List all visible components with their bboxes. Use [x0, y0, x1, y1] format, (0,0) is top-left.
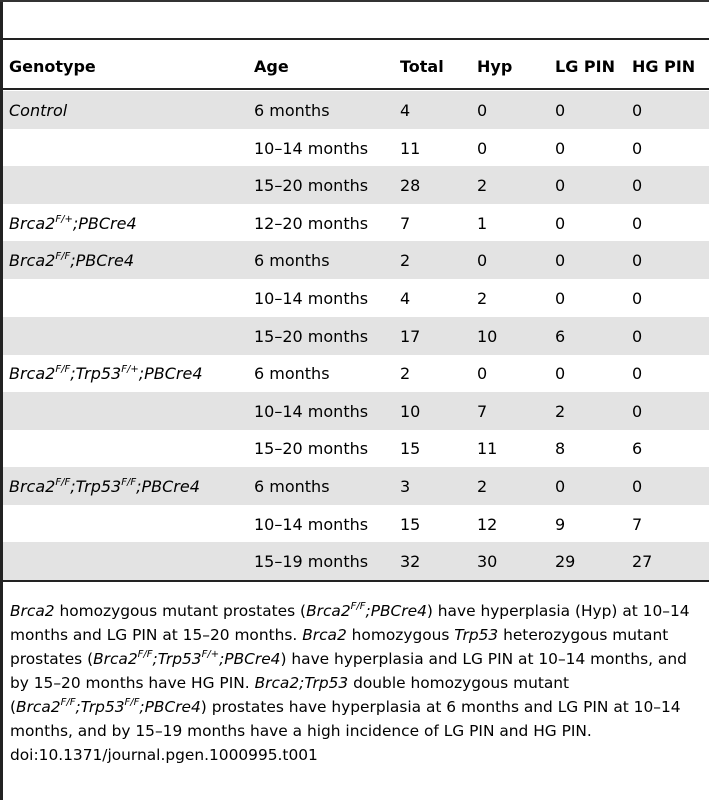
footnote-text-run: homozygous — [346, 626, 455, 644]
cell-age: 15–20 months — [254, 439, 369, 459]
cell-total: 11 — [400, 138, 421, 158]
cell-total: 28 — [400, 176, 421, 196]
table-row — [3, 392, 709, 430]
genotype-superscript: F/F — [55, 251, 71, 263]
cell-hg-pin: 27 — [632, 552, 653, 572]
footnote-text-run: double homozygous mutant ( — [10, 674, 570, 716]
footnote-italic: ;Trp53 — [152, 650, 202, 668]
genotype-text: Brca2 — [9, 213, 56, 233]
footnote-italic: ;PBCre4 — [139, 698, 201, 716]
cell-total: 2 — [400, 251, 411, 271]
cell-hg-pin: 0 — [632, 477, 643, 496]
cell-hg-pin: 0 — [632, 289, 643, 308]
cell-lg-pin: 8 — [555, 439, 566, 459]
footnote-text-run: ) prostates have hyperplasia at 6 months and LG PIN at 10–14 months, and by 15–19 months have a high incidence of LG PIN and HG PIN. — [10, 698, 681, 740]
cell-lg-pin: 0 — [555, 138, 566, 158]
table-row — [3, 317, 709, 355]
cell-hyp: 1 — [477, 213, 488, 233]
cell-genotype — [9, 476, 200, 498]
table-row — [3, 429, 709, 467]
genotype-text: Control — [9, 101, 68, 120]
cell-lg-pin: 2 — [555, 401, 566, 421]
cell-age: 6 months — [254, 251, 330, 271]
genotype-text: Brca2 — [9, 364, 56, 384]
cell-age: 6 months — [254, 477, 330, 496]
footnote-text-run: ) have hyperplasia and LG PIN at 10–14 months, and by 15–20 months have HG PIN. — [10, 650, 687, 692]
cell-lg-pin: 0 — [555, 101, 566, 120]
genotype-superscript: F/F — [55, 364, 71, 376]
cell-total: 15 — [400, 439, 421, 459]
header-age: Age — [254, 57, 289, 76]
table-row — [3, 204, 709, 242]
table-row — [3, 279, 709, 317]
cell-age: 10–14 months — [254, 401, 369, 421]
header-bottom-rule — [3, 88, 709, 90]
table-row — [3, 467, 709, 505]
table-row — [3, 505, 709, 543]
cell-hg-pin: 0 — [632, 251, 643, 271]
cell-age: 12–20 months — [254, 213, 369, 233]
cell-genotype — [9, 363, 203, 385]
table-top-rule — [3, 38, 709, 40]
cell-hyp: 11 — [477, 439, 498, 459]
cell-lg-pin: 6 — [555, 326, 566, 346]
cell-lg-pin: 0 — [555, 364, 566, 384]
cell-total: 10 — [400, 401, 421, 421]
cell-genotype — [9, 100, 67, 122]
header-hg-pin: HG PIN — [632, 57, 696, 76]
table-footnote — [10, 599, 709, 767]
table-row — [3, 542, 709, 580]
cell-age: 6 months — [254, 101, 330, 120]
header-hyp: Hyp — [477, 57, 513, 76]
cell-hg-pin: 0 — [632, 138, 643, 158]
cell-genotype — [9, 213, 137, 235]
footnote-doi: doi:10.1371/journal.pgen.1000995.t001 — [10, 746, 318, 764]
footnote-italic: Brca2 — [93, 650, 138, 668]
cell-total: 3 — [400, 477, 411, 496]
cell-hg-pin: 0 — [632, 101, 643, 120]
genotype-text: ;Trp53 — [70, 364, 122, 384]
footnote-italic: Brca2 — [302, 626, 347, 644]
cell-total: 4 — [400, 289, 411, 308]
cell-hyp: 10 — [477, 326, 498, 346]
footnote-superscript: F/+ — [201, 649, 220, 660]
cell-total: 2 — [400, 364, 411, 384]
cell-hyp: 0 — [477, 138, 488, 158]
table-bottom-rule — [3, 580, 709, 582]
cell-hyp: 0 — [477, 101, 488, 120]
cell-age: 15–20 months — [254, 176, 369, 196]
cell-lg-pin: 0 — [555, 251, 566, 271]
cell-lg-pin: 9 — [555, 514, 566, 534]
genotype-text: ;PBCre4 — [138, 364, 203, 384]
footnote-italic: ;PBCre4 — [365, 602, 427, 620]
header-genotype: Genotype — [9, 57, 96, 76]
footnote-superscript: F/F — [350, 601, 366, 612]
cell-lg-pin: 0 — [555, 289, 566, 308]
genotype-text: ;Trp53 — [70, 477, 122, 496]
footnote-italic: ;Trp53 — [75, 698, 125, 716]
footnote-superscript: F/F — [60, 697, 76, 708]
genotype-superscript: F/+ — [55, 213, 73, 225]
genotype-text: Brca2 — [9, 251, 56, 271]
cell-lg-pin: 29 — [555, 552, 576, 572]
genotype-text: ;PBCre4 — [72, 213, 137, 233]
cell-hg-pin: 0 — [632, 364, 643, 384]
table-row — [3, 241, 709, 279]
genotype-superscript: F/F — [55, 477, 71, 488]
footnote-italic: ;PBCre4 — [219, 650, 281, 668]
cell-hg-pin: 0 — [632, 176, 643, 196]
cell-total: 7 — [400, 213, 411, 233]
footnote-italic: Brca2 — [16, 698, 61, 716]
cell-age: 6 months — [254, 364, 330, 384]
footnote-text — [10, 599, 709, 743]
footnote-superscript: F/F — [137, 649, 153, 660]
cell-hg-pin: 7 — [632, 514, 643, 534]
footnote-italic: Trp53 — [454, 626, 499, 644]
cell-age: 15–19 months — [254, 552, 369, 572]
header-lg-pin: LG PIN — [555, 57, 615, 76]
footnote-text-run: heterozygous mutant prostates ( — [10, 626, 669, 668]
cell-age: 10–14 months — [254, 138, 369, 158]
cell-total: 32 — [400, 552, 421, 572]
cell-lg-pin: 0 — [555, 176, 566, 196]
cell-hg-pin: 0 — [632, 401, 643, 421]
table-row — [3, 166, 709, 204]
cell-hyp: 2 — [477, 289, 488, 308]
footnote-italic: Brca2 — [10, 602, 55, 620]
cell-hyp: 30 — [477, 552, 498, 572]
table-row — [3, 129, 709, 167]
cell-age: 15–20 months — [254, 326, 369, 346]
cell-total: 15 — [400, 514, 421, 534]
footnote-superscript: F/F — [124, 697, 140, 708]
genotype-superscript: F/+ — [121, 364, 139, 376]
footnote-text-run: homozygous mutant prostates ( — [54, 602, 307, 620]
cell-hyp: 12 — [477, 514, 498, 534]
cell-total: 4 — [400, 101, 411, 120]
cell-genotype — [9, 250, 134, 272]
footnote-italic: Brca2 — [306, 602, 351, 620]
genotype-text: Brca2 — [9, 477, 56, 496]
table-row — [3, 354, 709, 392]
top-border — [0, 0, 709, 2]
cell-hyp: 0 — [477, 364, 488, 384]
table-row — [3, 91, 709, 129]
cell-hyp: 7 — [477, 401, 488, 421]
cell-hg-pin: 0 — [632, 326, 643, 346]
cell-hyp: 2 — [477, 477, 488, 496]
footnote-italic: Brca2;Trp53 — [254, 674, 349, 692]
cell-hg-pin: 0 — [632, 213, 643, 233]
footnote-text-run: ) have hyperplasia (Hyp) at 10–14 months and LG PIN at 15–20 months. — [10, 602, 690, 644]
cell-total: 17 — [400, 326, 421, 346]
cell-age: 10–14 months — [254, 514, 369, 534]
genotype-superscript: F/F — [121, 477, 137, 488]
cell-hg-pin: 6 — [632, 439, 643, 459]
cell-hyp: 2 — [477, 176, 488, 196]
header-total: Total — [400, 57, 444, 76]
cell-lg-pin: 0 — [555, 213, 566, 233]
genotype-text: ;PBCre4 — [136, 477, 200, 496]
cell-lg-pin: 0 — [555, 477, 566, 496]
genotype-text: ;PBCre4 — [70, 251, 135, 271]
cell-hyp: 0 — [477, 251, 488, 271]
cell-age: 10–14 months — [254, 289, 369, 308]
